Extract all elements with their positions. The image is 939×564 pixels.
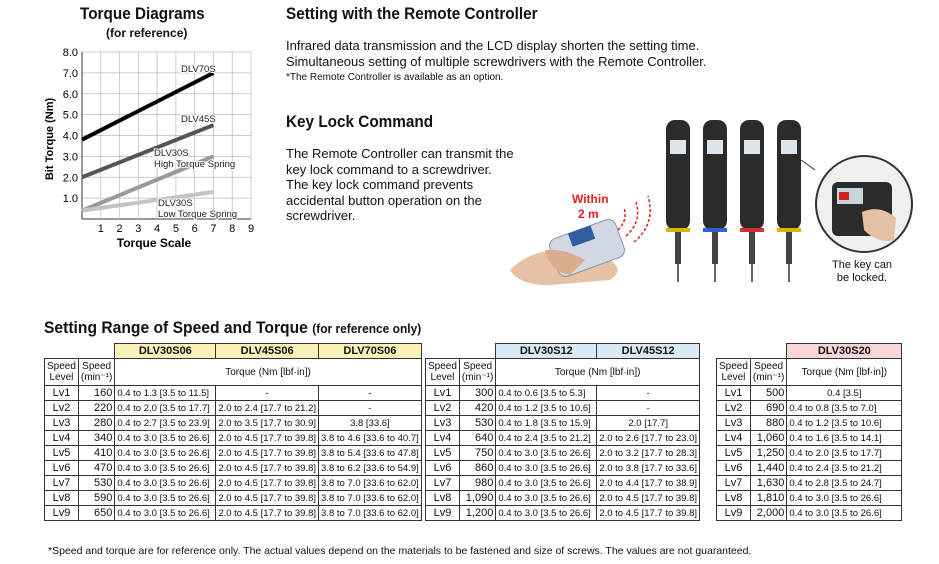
table-row (45, 416, 422, 431)
torque-value-cell: 2.0 to 4.5 [17.7 to 39.8] (216, 491, 319, 506)
speed-value-cell: 750 (459, 446, 495, 461)
speed-level-cell: Lv4 (717, 431, 751, 446)
speed-torque-table-12 (425, 343, 700, 521)
table-row (717, 386, 902, 401)
remote-line-1: Infrared data transmission and the LCD display shorten the setting time. (286, 38, 700, 53)
table-model-name: DLV30S12 (496, 344, 597, 359)
torque-value-cell: 2.0 to 4.5 [17.7 to 39.8] (216, 476, 319, 491)
chart-y-tick-label: 1.0 (62, 193, 78, 206)
header-line: Speed (719, 361, 748, 372)
table-row (45, 491, 422, 506)
table-row (717, 401, 902, 416)
table-row (45, 446, 422, 461)
distance-callout-value: 2 m (578, 207, 599, 221)
remote-controller-title: Setting with the Remote Controller (286, 4, 538, 23)
torque-value-cell: 2.0 to 4.5 [17.7 to 39.8] (597, 506, 700, 521)
key-lock-caption (816, 259, 908, 285)
chart-y-tick-label: 3.0 (62, 151, 78, 164)
chart-y-tick-label: 8.0 (62, 47, 78, 59)
torque-header: Torque (Nm [lbf·in]) (496, 359, 700, 386)
speed-level-cell: Lv8 (717, 491, 751, 506)
speed-level-cell: Lv5 (717, 446, 751, 461)
speed-level-cell: Lv3 (45, 416, 79, 431)
chart-x-tick-label: 3 (135, 223, 142, 235)
table-row (717, 461, 902, 476)
header-line: (min⁻¹) (752, 372, 785, 383)
key-lock-zoom-circle (816, 156, 912, 252)
speed-value-cell: 860 (459, 461, 495, 476)
torque-value-cell: 3.8 [33.6] (319, 416, 422, 431)
speed-value-cell: 880 (750, 416, 786, 431)
table-row (45, 386, 422, 401)
torque-value-cell: - (319, 386, 422, 401)
torque-value-cell: 2.0 to 4.5 [17.7 to 39.8] (216, 506, 319, 521)
header-line: Speed (428, 361, 457, 372)
torque-value-cell: 2.0 to 2.4 [17.7 to 21.2] (216, 401, 319, 416)
chart-x-tick-label: 5 (172, 223, 179, 235)
table-column-header (45, 359, 422, 386)
speed-rpm-header (78, 359, 114, 386)
table-column-header (426, 359, 700, 386)
table-row (426, 491, 700, 506)
torque-value-cell: 2.0 to 4.5 [17.7 to 39.8] (216, 446, 319, 461)
torque-value-cell: 2.0 to 3.8 [17.7 to 33.6] (597, 461, 700, 476)
torque-chart (36, 44, 256, 254)
torque-value-cell: 3.8 to 7.0 [33.6 to 62.0] (319, 491, 422, 506)
speed-value-cell: 340 (78, 431, 114, 446)
speed-level-cell: Lv7 (45, 476, 79, 491)
chart-y-tick-label: 5.0 (62, 109, 78, 122)
torque-value-cell: - (216, 386, 319, 401)
screwdriver-4 (777, 120, 801, 282)
speed-value-cell: 220 (78, 401, 114, 416)
screwdriver-2 (703, 120, 727, 282)
table-model-header (45, 344, 422, 359)
speed-value-cell: 530 (459, 416, 495, 431)
torque-value-cell: 0.4 to 1.6 [3.5 to 14.1] (787, 431, 902, 446)
remote-controller-note: *The Remote Controller is available as an option. (286, 72, 504, 83)
torque-value-cell: 0.4 to 3.0 [3.5 to 26.6] (115, 506, 216, 521)
speed-level-cell: Lv2 (717, 401, 751, 416)
speed-level-cell: Lv6 (45, 461, 79, 476)
torque-value-cell: - (597, 401, 700, 416)
torque-value-cell: 0.4 to 3.0 [3.5 to 26.6] (115, 446, 216, 461)
key-lock-line: key lock command to a screwdriver. (286, 161, 492, 177)
table-row (426, 431, 700, 446)
torque-value-cell: 0.4 to 2.4 [3.5 to 21.2] (787, 461, 902, 476)
torque-value-cell: 3.8 to 7.0 [33.6 to 62.0] (319, 506, 422, 521)
table-row (717, 416, 902, 431)
chart-series-line (82, 73, 213, 140)
torque-value-cell: 0.4 to 0.8 [3.5 to 7.0] (787, 401, 902, 416)
speed-level-header (717, 359, 751, 386)
torque-value-cell: 0.4 to 3.0 [3.5 to 26.6] (496, 491, 597, 506)
chart-series-label: DLV70S (181, 64, 216, 75)
torque-value-cell: 2.0 to 4.5 [17.7 to 39.8] (597, 491, 700, 506)
torque-value-cell: 0.4 to 0.6 [3.5 to 5.3] (496, 386, 597, 401)
table-row (426, 476, 700, 491)
torque-value-cell: 0.4 to 3.0 [3.5 to 26.6] (787, 506, 902, 521)
torque-value-cell: 0.4 to 3.0 [3.5 to 26.6] (787, 491, 902, 506)
chart-series-label: DLV45S (181, 114, 216, 125)
table-row (45, 476, 422, 491)
torque-value-cell: 0.4 to 2.4 [3.5 to 21.2] (496, 431, 597, 446)
table-model-name: DLV45S06 (216, 344, 319, 359)
speed-level-cell: Lv9 (426, 506, 460, 521)
table-model-header (717, 344, 902, 359)
key-lock-caption-line: be locked. (836, 272, 888, 284)
speed-level-cell: Lv7 (717, 476, 751, 491)
table-header-blank (426, 344, 496, 359)
screwdriver-1 (666, 120, 690, 282)
torque-value-cell: 2.0 [17.7] (597, 416, 700, 431)
chart-x-tick-label: 4 (154, 223, 161, 235)
speed-value-cell: 160 (78, 386, 114, 401)
chart-y-tick-label: 7.0 (62, 67, 78, 80)
torque-value-cell: - (597, 386, 700, 401)
torque-header: Torque (Nm [lbf·in]) (115, 359, 421, 386)
speed-level-cell: Lv6 (426, 461, 460, 476)
chart-x-tick-label: 1 (97, 223, 104, 235)
torque-diagrams-subtitle: (for reference) (106, 26, 188, 40)
header-line: Level (721, 372, 746, 383)
chart-x-axis-label: Torque Scale (116, 236, 192, 250)
speed-level-cell: Lv7 (426, 476, 460, 491)
speed-value-cell: 590 (78, 491, 114, 506)
header-line: Speed (47, 361, 76, 372)
torque-value-cell: 3.8 to 4.6 [33.6 to 40.7] (319, 431, 422, 446)
footnote: *Speed and torque are for reference only. The actual values depend on the materials to be fastened and size of screws. The values are not guaranteed. (48, 545, 752, 557)
speed-value-cell: 1,250 (750, 446, 786, 461)
torque-value-cell: 0.4 to 3.0 [3.5 to 26.6] (115, 491, 216, 506)
torque-value-cell: 0.4 to 1.3 [3.5 to 11.5] (115, 386, 216, 401)
torque-value-cell: 0.4 to 2.8 [3.5 to 24.7] (787, 476, 902, 491)
speed-value-cell: 500 (750, 386, 786, 401)
chart-series-label: Low Torque Spring (158, 209, 238, 220)
speed-value-cell: 1,090 (459, 491, 495, 506)
table-row (45, 506, 422, 521)
speed-level-cell: Lv5 (45, 446, 79, 461)
speed-value-cell: 410 (78, 446, 114, 461)
speed-value-cell: 1,200 (459, 506, 495, 521)
chart-x-tick-label: 2 (116, 223, 123, 235)
speed-value-cell: 1,440 (750, 461, 786, 476)
speed-value-cell: 280 (78, 416, 114, 431)
speed-level-cell: Lv1 (426, 386, 460, 401)
chart-y-tick-label: 6.0 (62, 88, 78, 101)
speed-level-header (45, 359, 79, 386)
torque-value-cell: 0.4 to 3.0 [3.5 to 26.6] (115, 431, 216, 446)
chart-y-axis-label: Bit Torque (Nm) (44, 97, 56, 181)
chart-series-label: DLV30S (158, 198, 193, 209)
torque-value-cell: 0.4 to 2.7 [3.5 to 23.9] (115, 416, 216, 431)
header-line: Speed (754, 361, 784, 372)
torque-value-cell: 2.0 to 4.4 [17.7 to 38.9] (597, 476, 700, 491)
torque-value-cell: 0.4 [3.5] (787, 386, 902, 401)
torque-value-cell: 0.4 to 2.0 [3.5 to 17.7] (787, 446, 902, 461)
speed-level-cell: Lv2 (45, 401, 79, 416)
torque-value-cell: 0.4 to 3.0 [3.5 to 26.6] (496, 476, 597, 491)
header-line: Speed (463, 361, 493, 372)
torque-value-cell: 3.8 to 5.4 [33.6 to 47.8] (319, 446, 422, 461)
speed-value-cell: 690 (750, 401, 786, 416)
key-lock-line: The Remote Controller can transmit the (286, 146, 514, 161)
table-model-name: DLV70S06 (319, 344, 422, 359)
remote-controller-description (286, 38, 707, 70)
speed-value-cell: 300 (459, 386, 495, 401)
speed-value-cell: 1,810 (750, 491, 786, 506)
speed-value-cell: 530 (78, 476, 114, 491)
signal-arcs (618, 196, 650, 242)
speed-level-header (426, 359, 460, 386)
table-row (717, 431, 902, 446)
table-row (426, 446, 700, 461)
table-row (717, 506, 902, 521)
torque-value-cell: 3.8 to 7.0 [33.6 to 62.0] (319, 476, 422, 491)
table-row (426, 416, 700, 431)
speed-level-cell: Lv1 (45, 386, 79, 401)
header-line: Level (49, 372, 74, 383)
speed-value-cell: 470 (78, 461, 114, 476)
torque-value-cell: 0.4 to 3.0 [3.5 to 26.6] (496, 506, 597, 521)
speed-level-cell: Lv8 (45, 491, 79, 506)
speed-level-cell: Lv9 (45, 506, 79, 521)
distance-callout-line: Within (572, 192, 609, 206)
chart-series-label: DLV30S (154, 148, 189, 159)
torque-value-cell: 2.0 to 4.5 [17.7 to 39.8] (216, 461, 319, 476)
speed-value-cell: 980 (459, 476, 495, 491)
chart-x-tick-label: 7 (210, 223, 217, 235)
screwdriver-3 (740, 120, 764, 282)
speed-torque-table-06 (44, 343, 422, 521)
torque-value-cell: 2.0 to 2.6 [17.7 to 23.0] (597, 431, 700, 446)
torque-value-cell: 0.4 to 1.2 [3.5 to 10.6] (496, 401, 597, 416)
key-lock-line: screwdriver. (286, 208, 356, 223)
chart-x-tick-label: 8 (229, 223, 236, 235)
speed-level-cell: Lv3 (717, 416, 751, 431)
table-row (45, 431, 422, 446)
speed-value-cell: 650 (78, 506, 114, 521)
chart-y-tick-label: 2.0 (62, 172, 78, 185)
header-line: Level (430, 372, 455, 383)
speed-level-cell: Lv5 (426, 446, 460, 461)
table-row (717, 476, 902, 491)
table-row (717, 491, 902, 506)
table-row (426, 461, 700, 476)
speed-level-cell: Lv4 (45, 431, 79, 446)
remote-controller-image (510, 217, 627, 285)
table-row (426, 401, 700, 416)
table-header-blank (45, 344, 115, 359)
torque-value-cell: 2.0 to 3.5 [17.7 to 30.9] (216, 416, 319, 431)
speed-level-cell: Lv2 (426, 401, 460, 416)
speed-level-cell: Lv8 (426, 491, 460, 506)
speed-value-cell: 1,060 (750, 431, 786, 446)
speed-level-cell: Lv4 (426, 431, 460, 446)
table-model-name: DLV30S20 (787, 344, 902, 359)
speed-rpm-header (459, 359, 495, 386)
table-row (45, 401, 422, 416)
table-header-blank (717, 344, 787, 359)
torque-value-cell: 0.4 to 3.0 [3.5 to 26.6] (496, 446, 597, 461)
chart-x-tick-label: 9 (247, 223, 255, 235)
header-line: (min⁻¹) (461, 372, 494, 383)
speed-value-cell: 1,630 (750, 476, 786, 491)
key-lock-line: The key lock command prevents (286, 177, 474, 192)
torque-value-cell: 0.4 to 3.0 [3.5 to 26.6] (496, 461, 597, 476)
speed-rpm-header (750, 359, 786, 386)
speed-level-cell: Lv6 (717, 461, 751, 476)
speed-value-cell: 2,000 (750, 506, 786, 521)
speed-value-cell: 420 (459, 401, 495, 416)
key-lock-caption-line: The key can (832, 259, 892, 271)
table-row (717, 446, 902, 461)
key-lock-title: Key Lock Command (286, 112, 434, 131)
chart-series-label: High Torque Spring (154, 159, 236, 170)
table-row (426, 386, 700, 401)
torque-value-cell: 0.4 to 3.0 [3.5 to 26.6] (115, 476, 216, 491)
torque-header: Torque (Nm [lbf·in]) (787, 359, 902, 386)
key-lock-line: accidental button operation on the (286, 192, 482, 208)
torque-value-cell: 0.4 to 3.0 [3.5 to 26.6] (115, 461, 216, 476)
table-column-header (717, 359, 902, 386)
table-row (426, 506, 700, 521)
torque-value-cell: 2.0 to 4.5 [17.7 to 39.8] (216, 431, 319, 446)
table-model-header (426, 344, 700, 359)
torque-diagrams-title: Torque Diagrams (80, 4, 205, 23)
speed-level-cell: Lv1 (717, 386, 751, 401)
table-model-name: DLV45S12 (597, 344, 700, 359)
torque-value-cell: - (319, 401, 422, 416)
speed-level-cell: Lv9 (717, 506, 751, 521)
chart-grid (82, 52, 251, 219)
table-row (45, 461, 422, 476)
distance-callout (572, 192, 609, 222)
speed-level-cell: Lv3 (426, 416, 460, 431)
setting-range-title (44, 318, 421, 338)
speed-torque-table-20 (716, 343, 902, 521)
torque-value-cell: 2.0 to 3.2 [17.7 to 28.3] (597, 446, 700, 461)
chart-x-tick-label: 6 (191, 223, 198, 235)
speed-value-cell: 640 (459, 431, 495, 446)
remote-line-2: Simultaneous setting of multiple screwdrivers with the Remote Controller. (286, 54, 707, 69)
header-line: Speed (82, 361, 112, 372)
chart-y-tick-label: 4.0 (62, 130, 78, 143)
torque-value-cell: 3.8 to 6.2 [33.6 to 54.9] (319, 461, 422, 476)
table-model-name: DLV30S06 (115, 344, 216, 359)
torque-value-cell: 0.4 to 1.8 [3.5 to 15.9] (496, 416, 597, 431)
setting-range-title-text: Setting Range of Speed and Torque (44, 318, 308, 337)
header-line: (min⁻¹) (80, 372, 113, 383)
torque-value-cell: 0.4 to 1.2 [3.5 to 10.6] (787, 416, 902, 431)
setting-range-subtitle: (for reference only) (312, 321, 422, 336)
torque-value-cell: 0.4 to 2.0 [3.5 to 17.7] (115, 401, 216, 416)
